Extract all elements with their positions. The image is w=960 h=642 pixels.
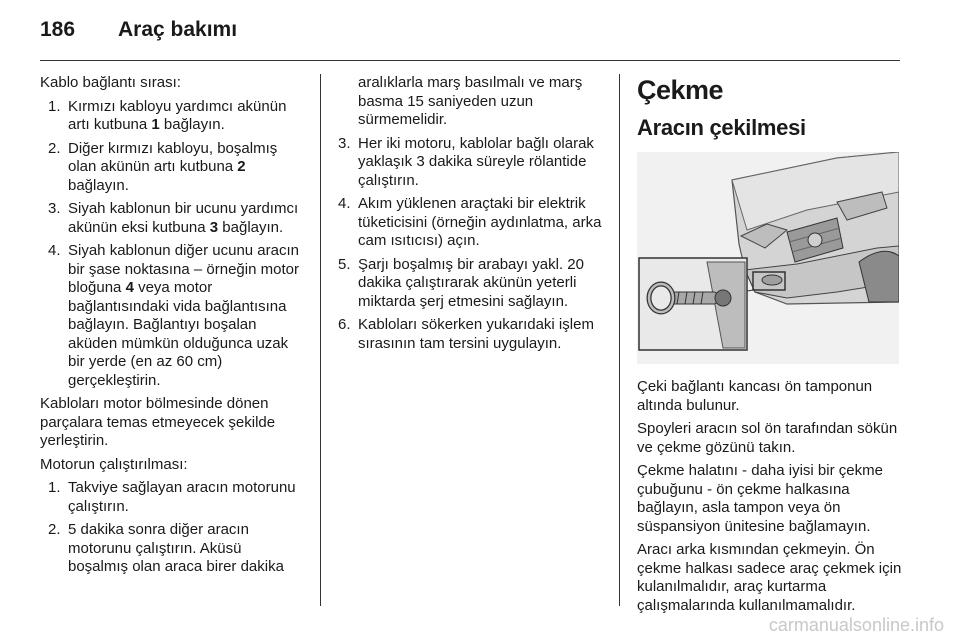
list-item: 2. Diğer kırmızı kabloyu, boşalmış olan akünün artı kutbuna 2 bağlayın.	[48, 139, 278, 194]
column-divider	[619, 74, 620, 606]
list-item: 4. Akım yüklenen araçtaki bir elektrik tüketicisini (örneğin aydınlatma, arka cam ısıtıcısı) açın.	[338, 195, 602, 249]
list-item: 4. Siyah kablonun diğer ucunu aracın bir şase noktasına – örneğin motor bloğuna 4 veya motor bağlantısındaki vida bağlantısına bağlayın. Bağlantıyı boşalan aküden mümkün olduğunca uzak bir yerde (en az 60 cm) gerçekleştirin.	[48, 242, 299, 389]
column-left	[40, 74, 302, 582]
section-heading: Çekme	[637, 75, 724, 105]
column-right	[637, 74, 902, 620]
cable-steps-list	[40, 98, 302, 391]
page-header	[40, 18, 237, 42]
paragraph: Aracı arka kısmından çekmeyin. Ön çekme halkası sadece araç çekmek için kulanılmalıdır, araç kurtarma çalışmalarında kullanılmamalıdır.	[637, 541, 902, 614]
paragraph: Çeki bağlantı kancası ön tamponun altında bulunur.	[637, 378, 873, 414]
list-item: 3. Her iki motoru, kablolar bağlı olarak yaklaşık 3 dakika süreyle rölantide çalıştırın.	[338, 134, 594, 189]
list-item: 2. 5 dakika sonra diğer aracın motorunu çalıştırın. Aküsü boşalmış olan araca birer dakika	[48, 521, 284, 575]
step-continuation: aralıklarla marş basılmalı ve marş basma 15 saniyeden uzun sürmemelidir.	[358, 74, 583, 128]
car-front-drawing	[637, 152, 899, 364]
column-middle	[330, 74, 605, 358]
cable-order-intro: Kablo bağlantı sırası:	[40, 74, 181, 91]
page-number: 186	[40, 18, 76, 41]
start-steps-list	[40, 479, 302, 577]
watermark-text: carmanualsonline.info	[768, 615, 944, 635]
header-rule	[40, 60, 900, 61]
start-steps-list-continued	[330, 135, 605, 354]
paragraph: Spoyleri aracın sol ön tarafından sökün ve çekme gözünü takın.	[637, 420, 898, 456]
paragraph: Çekme halatını - daha iyisi bir çekme çubuğunu - ön çekme halkasına bağlayın, asla tampon veya ön süspansiyon ünitesine bağlamayın.	[637, 462, 883, 535]
list-item: 1. Takviye sağlayan aracın motorunu çalıştırın.	[48, 479, 296, 515]
column-divider	[320, 74, 321, 606]
page-title: Araç bakımı	[118, 18, 238, 41]
list-item: 5. Şarjı boşalmış bir arabayı yakl. 20 dakika çalıştırarak akünün yeterli miktarda şerj etmesini sağlayın.	[338, 255, 584, 310]
tow-eye-illustration	[637, 152, 899, 364]
list-item: 3. Siyah kablonun bir ucunu yardımcı akünün eksi kutbuna 3 bağlayın.	[48, 200, 299, 236]
subsection-heading: Aracın çekilmesi	[637, 115, 806, 140]
list-item: 6. Kabloları sökerken yukarıdaki işlem sırasının tam tersini uygulayın.	[338, 316, 594, 352]
cable-placement-note: Kabloları motor bölmesinde dönen parçalara temas etmeyecek şekilde yerleştirin.	[40, 395, 276, 449]
list-item: 1. Kırmızı kabloyu yardımcı akünün artı kutbuna 1 bağlayın.	[48, 97, 287, 133]
engine-start-intro: Motorun çalıştırılması:	[40, 455, 188, 473]
